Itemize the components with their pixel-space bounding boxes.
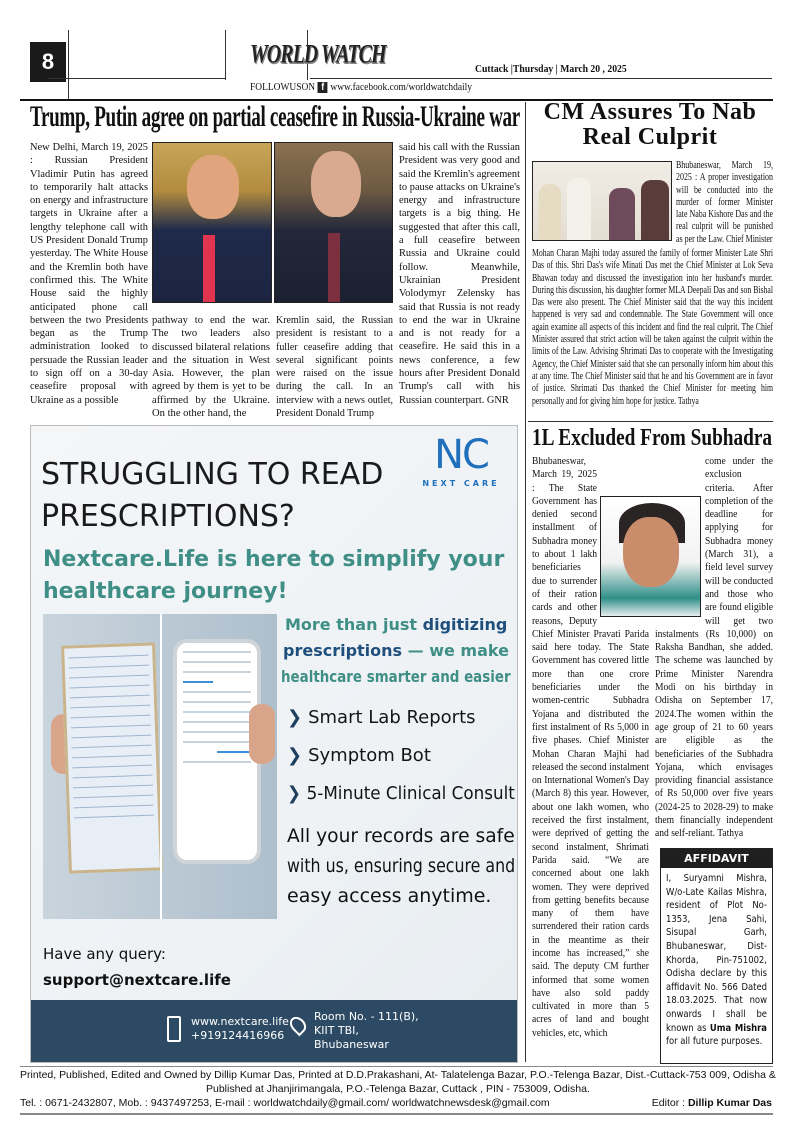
article1-col3: Kremlin said, the Russian president is resistant to a fuller ceasefire adding that several significant points were raised on the issue during the call. In an interview with a news outlet, President Donald Trump bbox=[276, 315, 393, 420]
ad-contact-bar bbox=[31, 1000, 517, 1062]
support-email-link[interactable]: support@nextcare.life bbox=[43, 971, 231, 989]
feature-label: Smart Lab Reports bbox=[308, 707, 476, 728]
more-text: More than just bbox=[285, 615, 423, 634]
affidavit-body bbox=[666, 872, 767, 1049]
photo-pravati-parida bbox=[600, 496, 701, 617]
follow-us-line bbox=[250, 82, 472, 93]
ad-safe-text bbox=[287, 821, 518, 911]
tie-shape bbox=[328, 233, 340, 303]
headline-subhadra: 1L Excluded From Subhadra bbox=[532, 425, 773, 451]
feature-label: Symptom Bot bbox=[308, 745, 431, 766]
imprint-line2: Published at Jhanjirimangala, P.O.-Telenga Bazar, Cuttack , PIN - 753009, Odisha. bbox=[206, 1083, 590, 1095]
split-line bbox=[160, 614, 162, 919]
photo-cm-meeting bbox=[532, 161, 672, 241]
facebook-icon: f bbox=[318, 82, 328, 93]
ad-headline-line2: PRESCRIPTIONS? bbox=[41, 499, 295, 534]
divider bbox=[528, 421, 773, 422]
ad-more-than-text bbox=[281, 612, 517, 690]
more-highlight: digitizing bbox=[422, 615, 508, 634]
contact-details bbox=[191, 1015, 289, 1043]
affidavit-box bbox=[660, 848, 773, 1064]
logo-letters: NC bbox=[434, 432, 488, 478]
nextcare-logo bbox=[419, 432, 503, 494]
affidavit-new-name: Uma Mishra bbox=[709, 1022, 767, 1034]
masthead-logo: WORLD WATCH bbox=[250, 40, 386, 70]
column-divider bbox=[525, 102, 526, 1062]
article1-col2: pathway to end the war. The two leaders also discussed bilateral relations and the situation in West Asia. However, the plan agreed by them is yet to be affirmed by the Ukraine. On the other hand, the bbox=[152, 315, 270, 420]
safe-line: All your records are safe bbox=[287, 825, 515, 847]
article1-col1: New Delhi, March 19, 2025 : Russian President Vladimir Putin has agreed to temporarily halt attacks on energy and infrastructure targets in Ukraine after a lengthy telephone call with US President Donald Trump yesterday. The White House and the Kremlin both have confirmed this. The White House said the highly anticipated phone call between the two Presidents began as the Trump administration looked to persuade the Russian leader to sign off on a 30-day ceasefire proposal with Ukraine as a possible bbox=[30, 142, 148, 406]
editor-credit bbox=[652, 1096, 772, 1110]
chevron-right-icon: ❯ bbox=[287, 783, 302, 804]
tie-shape bbox=[203, 235, 215, 303]
safe-line: easy access anytime. bbox=[287, 885, 492, 907]
chevron-right-icon: ❯ bbox=[287, 745, 303, 766]
hand-shape bbox=[249, 704, 275, 764]
divider bbox=[68, 30, 69, 100]
contact-card-icon bbox=[167, 1016, 181, 1042]
phone-number: +919124416966 bbox=[191, 1029, 285, 1042]
ad-sub-line1: Nextcare.Life is here to simplify your bbox=[43, 547, 505, 572]
article2-side-text: Bhubaneswar, March 19, 2025 : A proper investigation will be conducted into the murder of former Minister late Naba Kishore Das and the real culprit will be punished as per the Law. Chief Minister bbox=[676, 160, 773, 245]
photo-putin bbox=[274, 142, 393, 303]
feature-item bbox=[287, 782, 515, 806]
feature-item bbox=[287, 706, 476, 730]
article3-col2-text: come under the exclusion criteria. After completion of the deadline for applying for Subhadra money (March 31), a field level survey will be conducted and those who are found eligible will get two instalments (Rs 10,000) on Raksha Bandhan, she added. The scheme was launched by Prime Minister Narendra Modi on his birthday in Odisha on September 17, 2024.The women within the age group of 21 to 60 years are eligible as the beneficiaries of the Subhadra Yojana, which envisages providing financial assistance of Rs 50,000 over five years (2024-25 to 2028-29) to make them financially independent and self-reliant. Tathya bbox=[655, 456, 773, 840]
paper-prescription-image bbox=[61, 642, 163, 873]
address bbox=[314, 1010, 419, 1052]
ad-image-prescription-vs-phone bbox=[43, 614, 277, 919]
more-text: — we make bbox=[402, 641, 509, 660]
ad-sub-line2: healthcare journey! bbox=[43, 579, 288, 604]
divider bbox=[20, 1113, 773, 1115]
person-shape bbox=[641, 180, 669, 241]
headline-cm-assures: CM Assures To Nab Real Culprit bbox=[543, 99, 757, 150]
ad-subheadline bbox=[43, 544, 504, 608]
address-line: Bhubaneswar bbox=[314, 1038, 389, 1051]
affidavit-text-end: for all future purposes. bbox=[666, 1036, 763, 1048]
feature-item bbox=[287, 744, 431, 768]
editor-label: Editor : bbox=[651, 1097, 688, 1109]
article3-col1-text: Bhubaneswar, March 19, 2025 : The State Government has denied second installment of Subhadra money to about 1 lakh beneficiaries due to surrender of their ration cards and other reasons, Deputy Chief Minister Pravati Parida said here today. The State Government has covered little more than one crore beneficiaries under the women-centric Subhadra Yojana and distributed the first instalment of Rs 5,000 in five phases. Chief Minister Mohan Charan Majhi had released the second instalment on International Women's Day (March 8) this year. However, about one lakh women, who received the first instalment, were deprived of getting the second instalment, Shrimati Parida said. “We are concerned about one lakh women. They were deprived from getting benefits because many of them have surrendered their ration cards in the meantime as their income has increased,” she said. The deputy CM further informed that some women have also sold paddy cultivated in more than 5 acres of land and bought vehicles, etc, which bbox=[532, 456, 649, 1039]
person-shape bbox=[567, 178, 591, 241]
phone-digital-prescription-image bbox=[173, 639, 261, 864]
location-pin-icon bbox=[287, 1014, 310, 1037]
facebook-link[interactable]: www.facebook.com/worldwatchdaily bbox=[330, 82, 473, 93]
query-label: Have any query: bbox=[43, 945, 166, 963]
website-link[interactable]: www.nextcare.life bbox=[191, 1015, 289, 1028]
divider bbox=[48, 78, 226, 79]
article1-col4: said his call with the Russian President was very good and said the Kremlin's agreement to pause attacks on Ukraine's energy and infrastructure targets is a big thing. He suggested that after this call, a full ceasefire between Russia and Ukraine could follow. Meanwhile, Ukrainian President Volodymyr Zelensky has said that Russia is not ready to end the war in Ukraine and is not ready for a ceasefire. He said this in a news conference, a few hours after President Donald Trump's call with his Russian counterpart. GNR bbox=[399, 142, 520, 406]
imprint-footer bbox=[20, 1068, 780, 1110]
chevron-right-icon: ❯ bbox=[287, 707, 303, 728]
editor-name: Dillip Kumar Das bbox=[687, 1097, 772, 1109]
address-line: Room No. - 111(B), bbox=[314, 1010, 419, 1023]
feature-label: 5-Minute Clinical Consult bbox=[306, 783, 515, 804]
article2-body: Mohan Charan Majhi today assured the family of former Minister Late Shri Das of this. Shri Das's wife Minati Das met the Chief Minister at Lok Seva Bhawan today and discussed the investigation into her husband's murder. During this discussion, his daughter former MLA Deepali Das and son Bishal Das were also present. The Chief Minister said that the way this incident happened is very sad and condemnable. The State Government will once again examine all aspects of this incident and find the real culprit. The Chief Minister assured that strict action will be taken against the culprit within the limits of the Law. Advising Shrimati Das to cooperate with the Investigating Agency, the Chief Minister said that she can personally inform him about this at any time. The Chief Minister said that he and his Government are in favor of justice. Shrimati Das thanked the Chief Minister for meeting him personally and for giving him hope for justice. Tathya bbox=[532, 248, 773, 407]
dateline: Cuttack |Thursday | March 20 , 2025 bbox=[475, 63, 627, 75]
page-number: 8 bbox=[30, 42, 66, 82]
ad-headline bbox=[41, 454, 383, 538]
follow-label: FOLLOWUSON bbox=[250, 82, 316, 93]
face-shape bbox=[623, 517, 679, 587]
headline-trump-putin: Trump, Putin agree on partial ceasefire in Russia-Ukraine war bbox=[30, 100, 520, 133]
divider bbox=[225, 30, 226, 80]
person-shape bbox=[539, 184, 561, 241]
imprint-contact: Tel. : 0671-2432807, Mob. : 9437497253, E-mail : worldwatchdaily@gmail.com/ worldwatchnewsdesk@gmail.com bbox=[20, 1097, 550, 1109]
more-highlight: prescriptions bbox=[283, 641, 403, 660]
nextcare-advertisement[interactable] bbox=[30, 425, 518, 1063]
divider bbox=[20, 1066, 773, 1067]
affidavit-title: AFFIDAVIT bbox=[661, 849, 772, 868]
safe-line: with us, ensuring secure and bbox=[287, 855, 516, 877]
logo-text: NEXT CARE bbox=[422, 479, 500, 488]
face-shape bbox=[311, 151, 361, 217]
ad-query bbox=[43, 941, 231, 993]
address-line: KIIT TBI, bbox=[314, 1024, 359, 1037]
photo-trump bbox=[152, 142, 272, 303]
imprint-line1: Printed, Published, Edited and Owned by Dillip Kumar Das, Printed at D.D.Prakashani, At- Talatelenga Bazar, P.O.-Telenga Bazar, Dist.-Cuttack-753 009, Odisha & bbox=[20, 1069, 776, 1081]
face-shape bbox=[187, 155, 239, 219]
divider bbox=[310, 78, 772, 79]
affidavit-text: I, Suryamni Mishra, W/o-Late Kailas Mishra, resident of Plot No-1353, Jena Sahi, Sisupal Garh, Bhubaneswar, Dist-Khorda, Pin-751002, Odisha declare by this affidavit No. 566 Dated 18.03.2025. That now onwards I shall be known as bbox=[666, 873, 767, 1034]
more-text: healthcare smarter and easier bbox=[281, 667, 511, 686]
ad-headline-line1: STRUGGLING TO READ bbox=[41, 457, 384, 492]
person-shape bbox=[609, 188, 635, 241]
